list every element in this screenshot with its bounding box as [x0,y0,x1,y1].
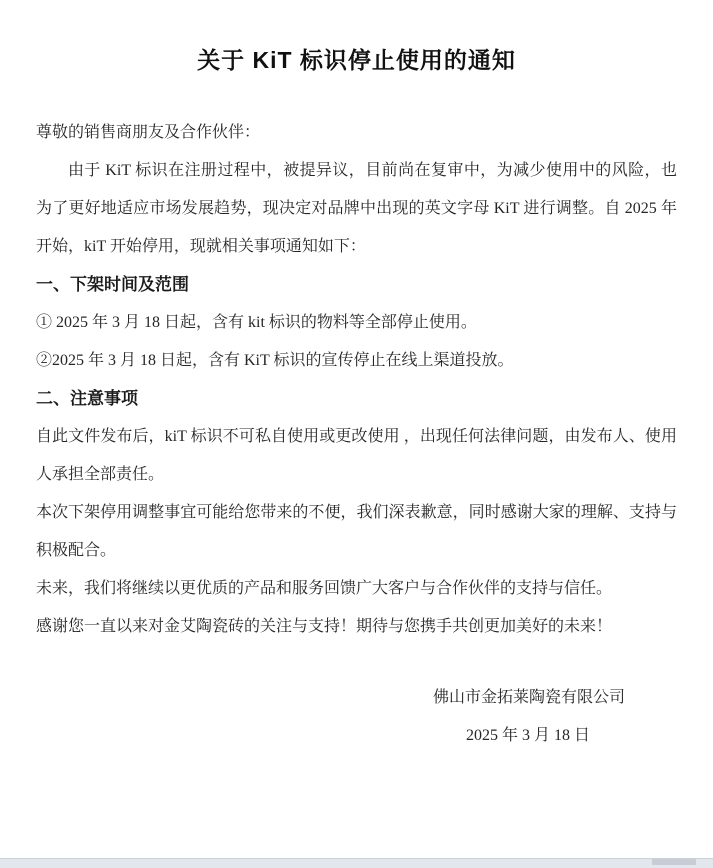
section-1-item-2: ②2025 年 3 月 18 日起，含有 KiT 标识的宣传停止在线上渠道投放。 [36,352,514,369]
signature-block [36,679,677,755]
document-title: 关于 KiT 标识停止使用的通知 [197,47,516,73]
taskbar-edge [0,858,713,868]
section-2-paragraph-4: 感谢您一直以来对金艾陶瓷砖的关注与支持！期待与您携手共创更加美好的未来！ [36,618,613,635]
section-2-paragraph-1: 自此文件发布后，kiT 标识不可私自使用或更改使用 ，出现任何法律问题，由发布人、使用人承担全部责任。 [36,428,677,483]
section-1-heading: 一、下架时间及范围 [36,275,189,294]
section-2-heading: 二、注意事项 [36,389,138,408]
section-2-paragraph-3: 未来，我们将继续以更优质的产品和服务回馈广大客户与合作伙伴的支持与信任。 [36,580,613,597]
section-2-paragraph-2: 本次下架停用调整事宜可能给您带来的不便，我们深表歉意，同时感谢大家的理解、支持与积极配合。 [36,504,677,559]
intro-paragraph: 由于 KiT 标识在注册过程中，被提异议，目前尚在复审中，为减少使用中的风险，也为了更好地适应市场发展趋势，现决定对品牌中出现的英文字母 KiT 进行调整。自 2025 年开始，kiT 开始停用，现就相关事项通知如下： [36,162,677,255]
taskbar-highlight [652,859,696,865]
greeting-line: 尊敬的销售商朋友及合作伙伴： [36,124,261,141]
signature-company: 佛山市金拓莱陶瓷有限公司 [432,689,625,706]
signature-date: 2025 年 3 月 18 日 [465,727,590,744]
section-1-item-1: ① 2025 年 3 月 18 日起，含有 kit 标识的物料等全部停止使用。 [36,314,477,331]
